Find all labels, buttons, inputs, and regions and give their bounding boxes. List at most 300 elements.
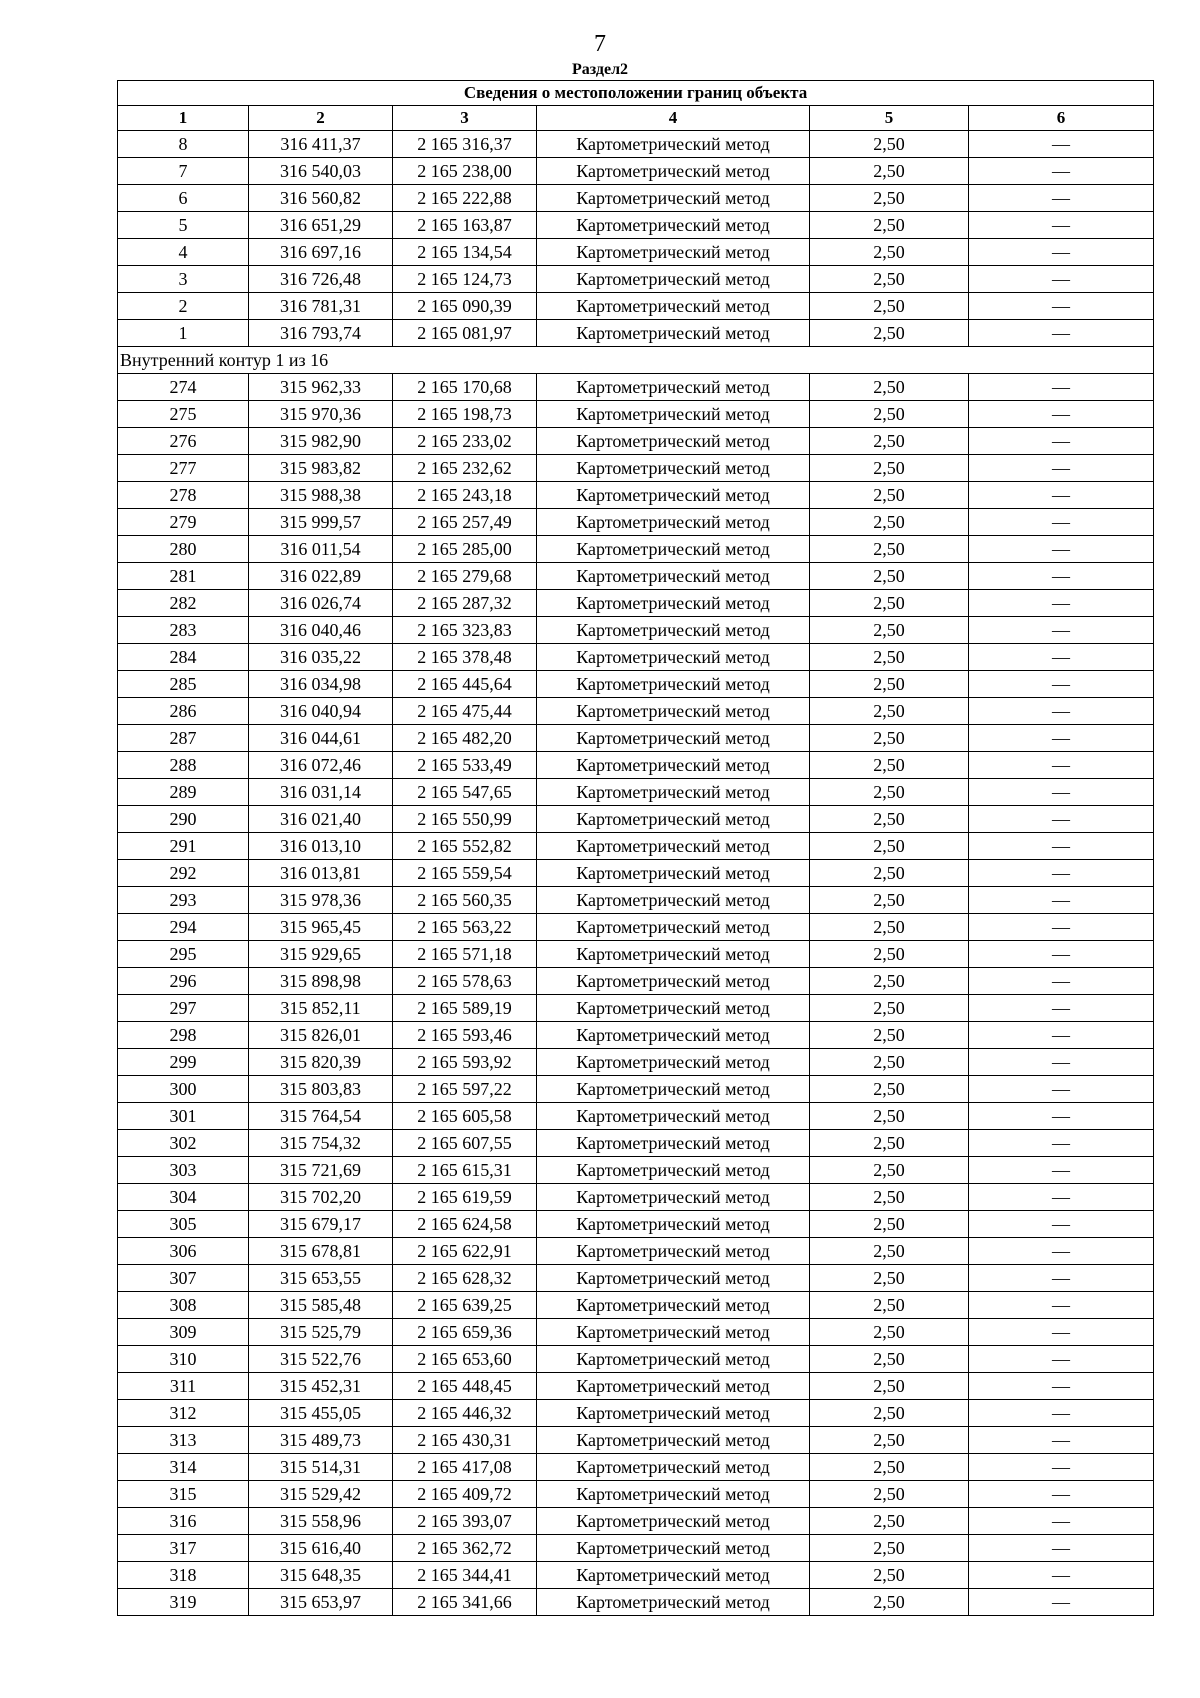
point-number-cell: 298	[118, 1022, 249, 1049]
accuracy-cell: 2,50	[810, 1481, 969, 1508]
method-cell: Картометрический метод	[537, 212, 810, 239]
table-row	[118, 914, 1154, 941]
accuracy-cell: 2,50	[810, 428, 969, 455]
point-number-cell: 279	[118, 509, 249, 536]
description-cell: —	[969, 239, 1154, 266]
coordinate-y-cell: 2 165 593,92	[393, 1049, 537, 1076]
point-number-cell: 281	[118, 563, 249, 590]
accuracy-cell: 2,50	[810, 968, 969, 995]
method-cell: Картометрический метод	[537, 1211, 810, 1238]
table-row	[118, 968, 1154, 995]
accuracy-cell: 2,50	[810, 995, 969, 1022]
method-cell: Картометрический метод	[537, 590, 810, 617]
coordinate-x-cell: 315 585,48	[249, 1292, 393, 1319]
accuracy-cell: 2,50	[810, 1022, 969, 1049]
boundary-table	[117, 80, 1154, 1616]
accuracy-cell: 2,50	[810, 671, 969, 698]
point-number-cell: 292	[118, 860, 249, 887]
point-number-cell: 294	[118, 914, 249, 941]
coordinate-y-cell: 2 165 285,00	[393, 536, 537, 563]
accuracy-cell: 2,50	[810, 887, 969, 914]
point-number-cell: 275	[118, 401, 249, 428]
coordinate-x-cell: 316 040,46	[249, 617, 393, 644]
method-cell: Картометрический метод	[537, 644, 810, 671]
description-cell: —	[969, 806, 1154, 833]
accuracy-cell: 2,50	[810, 914, 969, 941]
coordinate-x-cell: 316 021,40	[249, 806, 393, 833]
point-number-cell: 307	[118, 1265, 249, 1292]
point-number-cell: 301	[118, 1103, 249, 1130]
coordinate-y-cell: 2 165 559,54	[393, 860, 537, 887]
description-cell: —	[969, 374, 1154, 401]
description-cell: —	[969, 1319, 1154, 1346]
method-cell: Картометрический метод	[537, 671, 810, 698]
method-cell: Картометрический метод	[537, 833, 810, 860]
coordinate-x-cell: 315 529,42	[249, 1481, 393, 1508]
accuracy-cell: 2,50	[810, 1346, 969, 1373]
description-cell: —	[969, 1076, 1154, 1103]
description-cell: —	[969, 1130, 1154, 1157]
accuracy-cell: 2,50	[810, 1562, 969, 1589]
column-header: 6	[969, 106, 1154, 131]
point-number-cell: 287	[118, 725, 249, 752]
coordinate-y-cell: 2 165 170,68	[393, 374, 537, 401]
accuracy-cell: 2,50	[810, 185, 969, 212]
coordinate-y-cell: 2 165 409,72	[393, 1481, 537, 1508]
table-row	[118, 1400, 1154, 1427]
table-row	[118, 131, 1154, 158]
coordinate-x-cell: 315 702,20	[249, 1184, 393, 1211]
description-cell: —	[969, 320, 1154, 347]
coordinate-y-cell: 2 165 279,68	[393, 563, 537, 590]
point-number-cell: 302	[118, 1130, 249, 1157]
method-cell: Картометрический метод	[537, 1103, 810, 1130]
point-number-cell: 5	[118, 212, 249, 239]
accuracy-cell: 2,50	[810, 725, 969, 752]
table-row	[118, 293, 1154, 320]
coordinate-x-cell: 316 793,74	[249, 320, 393, 347]
coordinate-x-cell: 316 651,29	[249, 212, 393, 239]
point-number-cell: 308	[118, 1292, 249, 1319]
coordinate-x-cell: 316 726,48	[249, 266, 393, 293]
description-cell: —	[969, 428, 1154, 455]
description-cell: —	[969, 563, 1154, 590]
coordinate-y-cell: 2 165 589,19	[393, 995, 537, 1022]
method-cell: Картометрический метод	[537, 1292, 810, 1319]
coordinate-y-cell: 2 165 550,99	[393, 806, 537, 833]
coordinate-y-cell: 2 165 446,32	[393, 1400, 537, 1427]
table-row	[118, 1103, 1154, 1130]
coordinate-x-cell: 316 044,61	[249, 725, 393, 752]
method-cell: Картометрический метод	[537, 1076, 810, 1103]
point-number-cell: 283	[118, 617, 249, 644]
point-number-cell: 312	[118, 1400, 249, 1427]
description-cell: —	[969, 779, 1154, 806]
accuracy-cell: 2,50	[810, 806, 969, 833]
accuracy-cell: 2,50	[810, 833, 969, 860]
point-number-cell: 290	[118, 806, 249, 833]
coordinate-x-cell: 316 540,03	[249, 158, 393, 185]
coordinate-x-cell: 315 826,01	[249, 1022, 393, 1049]
coordinate-y-cell: 2 165 243,18	[393, 482, 537, 509]
coordinate-y-cell: 2 165 430,31	[393, 1427, 537, 1454]
point-number-cell: 286	[118, 698, 249, 725]
description-cell: —	[969, 401, 1154, 428]
accuracy-cell: 2,50	[810, 509, 969, 536]
method-cell: Картометрический метод	[537, 1049, 810, 1076]
coordinate-x-cell: 316 781,31	[249, 293, 393, 320]
accuracy-cell: 2,50	[810, 1076, 969, 1103]
coordinate-x-cell: 315 452,31	[249, 1373, 393, 1400]
accuracy-cell: 2,50	[810, 482, 969, 509]
method-cell: Картометрический метод	[537, 509, 810, 536]
column-header: 3	[393, 106, 537, 131]
coordinate-y-cell: 2 165 393,07	[393, 1508, 537, 1535]
method-cell: Картометрический метод	[537, 1589, 810, 1616]
method-cell: Картометрический метод	[537, 1130, 810, 1157]
method-cell: Картометрический метод	[537, 563, 810, 590]
coordinate-y-cell: 2 165 378,48	[393, 644, 537, 671]
table-row	[118, 1238, 1154, 1265]
table-row	[118, 1589, 1154, 1616]
accuracy-cell: 2,50	[810, 158, 969, 185]
description-cell: —	[969, 131, 1154, 158]
coordinate-x-cell: 315 514,31	[249, 1454, 393, 1481]
table-row	[118, 1157, 1154, 1184]
description-cell: —	[969, 536, 1154, 563]
description-cell: —	[969, 1373, 1154, 1400]
method-cell: Картометрический метод	[537, 401, 810, 428]
coordinate-x-cell: 315 982,90	[249, 428, 393, 455]
table-row	[118, 509, 1154, 536]
description-cell: —	[969, 293, 1154, 320]
coordinate-x-cell: 315 820,39	[249, 1049, 393, 1076]
accuracy-cell: 2,50	[810, 617, 969, 644]
description-cell: —	[969, 455, 1154, 482]
point-number-cell: 305	[118, 1211, 249, 1238]
coordinate-y-cell: 2 165 578,63	[393, 968, 537, 995]
coordinate-x-cell: 316 022,89	[249, 563, 393, 590]
method-cell: Картометрический метод	[537, 1373, 810, 1400]
coordinate-x-cell: 315 764,54	[249, 1103, 393, 1130]
coordinate-y-cell: 2 165 628,32	[393, 1265, 537, 1292]
accuracy-cell: 2,50	[810, 293, 969, 320]
accuracy-cell: 2,50	[810, 1400, 969, 1427]
method-cell: Картометрический метод	[537, 1265, 810, 1292]
method-cell: Картометрический метод	[537, 1481, 810, 1508]
accuracy-cell: 2,50	[810, 1184, 969, 1211]
coordinate-x-cell: 316 560,82	[249, 185, 393, 212]
coordinate-x-cell: 315 983,82	[249, 455, 393, 482]
point-number-cell: 277	[118, 455, 249, 482]
method-cell: Картометрический метод	[537, 1427, 810, 1454]
method-cell: Картометрический метод	[537, 617, 810, 644]
method-cell: Картометрический метод	[537, 239, 810, 266]
coordinate-x-cell: 315 898,98	[249, 968, 393, 995]
accuracy-cell: 2,50	[810, 698, 969, 725]
point-number-cell: 282	[118, 590, 249, 617]
coordinate-y-cell: 2 165 233,02	[393, 428, 537, 455]
coordinate-x-cell: 316 411,37	[249, 131, 393, 158]
description-cell: —	[969, 941, 1154, 968]
coordinate-y-cell: 2 165 605,58	[393, 1103, 537, 1130]
method-cell: Картометрический метод	[537, 1562, 810, 1589]
accuracy-cell: 2,50	[810, 131, 969, 158]
point-number-cell: 276	[118, 428, 249, 455]
method-cell: Картометрический метод	[537, 698, 810, 725]
coordinate-y-cell: 2 165 615,31	[393, 1157, 537, 1184]
point-number-cell: 4	[118, 239, 249, 266]
point-number-cell: 274	[118, 374, 249, 401]
description-cell: —	[969, 1238, 1154, 1265]
description-cell: —	[969, 1211, 1154, 1238]
accuracy-cell: 2,50	[810, 1292, 969, 1319]
method-cell: Картометрический метод	[537, 995, 810, 1022]
coordinate-x-cell: 315 721,69	[249, 1157, 393, 1184]
description-cell: —	[969, 1508, 1154, 1535]
table-row	[118, 860, 1154, 887]
point-number-cell: 299	[118, 1049, 249, 1076]
description-cell: —	[969, 212, 1154, 239]
description-cell: —	[969, 1265, 1154, 1292]
coordinate-y-cell: 2 165 547,65	[393, 779, 537, 806]
table-row	[118, 941, 1154, 968]
point-number-cell: 297	[118, 995, 249, 1022]
description-cell: —	[969, 1157, 1154, 1184]
point-number-cell: 3	[118, 266, 249, 293]
coordinate-y-cell: 2 165 341,66	[393, 1589, 537, 1616]
table-header-row	[118, 106, 1154, 131]
coordinate-x-cell: 315 678,81	[249, 1238, 393, 1265]
table-row	[118, 1049, 1154, 1076]
coordinate-x-cell: 315 970,36	[249, 401, 393, 428]
coordinate-y-cell: 2 165 198,73	[393, 401, 537, 428]
coordinate-x-cell: 316 011,54	[249, 536, 393, 563]
point-number-cell: 6	[118, 185, 249, 212]
table-row	[118, 617, 1154, 644]
coordinate-y-cell: 2 165 124,73	[393, 266, 537, 293]
accuracy-cell: 2,50	[810, 1589, 969, 1616]
accuracy-cell: 2,50	[810, 1211, 969, 1238]
table-row	[118, 1454, 1154, 1481]
point-number-cell: 296	[118, 968, 249, 995]
coordinate-y-cell: 2 165 639,25	[393, 1292, 537, 1319]
point-number-cell: 319	[118, 1589, 249, 1616]
table-row	[118, 428, 1154, 455]
page-number: 7	[594, 31, 606, 57]
description-cell: —	[969, 509, 1154, 536]
point-number-cell: 285	[118, 671, 249, 698]
method-cell: Картометрический метод	[537, 1184, 810, 1211]
table-row	[118, 1535, 1154, 1562]
coordinate-y-cell: 2 165 563,22	[393, 914, 537, 941]
accuracy-cell: 2,50	[810, 1373, 969, 1400]
point-number-cell: 311	[118, 1373, 249, 1400]
table-row	[118, 1373, 1154, 1400]
accuracy-cell: 2,50	[810, 536, 969, 563]
point-number-cell: 303	[118, 1157, 249, 1184]
description-cell: —	[969, 725, 1154, 752]
group-row	[118, 347, 1154, 374]
table-row	[118, 779, 1154, 806]
description-cell: —	[969, 860, 1154, 887]
point-number-cell: 289	[118, 779, 249, 806]
table-row	[118, 1508, 1154, 1535]
coordinate-y-cell: 2 165 323,83	[393, 617, 537, 644]
description-cell: —	[969, 1400, 1154, 1427]
description-cell: —	[969, 158, 1154, 185]
point-number-cell: 8	[118, 131, 249, 158]
accuracy-cell: 2,50	[810, 1049, 969, 1076]
point-number-cell: 278	[118, 482, 249, 509]
table-row	[118, 536, 1154, 563]
description-cell: —	[969, 968, 1154, 995]
table-row	[118, 563, 1154, 590]
coordinate-y-cell: 2 165 238,00	[393, 158, 537, 185]
accuracy-cell: 2,50	[810, 1238, 969, 1265]
method-cell: Картометрический метод	[537, 806, 810, 833]
method-cell: Картометрический метод	[537, 455, 810, 482]
point-number-cell: 293	[118, 887, 249, 914]
coordinate-x-cell: 316 013,10	[249, 833, 393, 860]
point-number-cell: 284	[118, 644, 249, 671]
coordinate-x-cell: 316 034,98	[249, 671, 393, 698]
description-cell: —	[969, 1481, 1154, 1508]
coordinate-y-cell: 2 165 448,45	[393, 1373, 537, 1400]
description-cell: —	[969, 185, 1154, 212]
method-cell: Картометрический метод	[537, 1157, 810, 1184]
coordinate-y-cell: 2 165 344,41	[393, 1562, 537, 1589]
accuracy-cell: 2,50	[810, 1535, 969, 1562]
point-number-cell: 310	[118, 1346, 249, 1373]
coordinate-y-cell: 2 165 624,58	[393, 1211, 537, 1238]
table-row	[118, 671, 1154, 698]
description-cell: —	[969, 644, 1154, 671]
accuracy-cell: 2,50	[810, 239, 969, 266]
coordinate-x-cell: 316 026,74	[249, 590, 393, 617]
accuracy-cell: 2,50	[810, 1427, 969, 1454]
method-cell: Картометрический метод	[537, 1454, 810, 1481]
table-row	[118, 401, 1154, 428]
coordinate-y-cell: 2 165 287,32	[393, 590, 537, 617]
method-cell: Картометрический метод	[537, 293, 810, 320]
table-row	[118, 698, 1154, 725]
coordinate-y-cell: 2 165 597,22	[393, 1076, 537, 1103]
description-cell: —	[969, 590, 1154, 617]
table-row	[118, 239, 1154, 266]
coordinate-x-cell: 315 522,76	[249, 1346, 393, 1373]
description-cell: —	[969, 1346, 1154, 1373]
coordinate-x-cell: 315 978,36	[249, 887, 393, 914]
table-row	[118, 212, 1154, 239]
table-row	[118, 1319, 1154, 1346]
table-row	[118, 1076, 1154, 1103]
table-row	[118, 455, 1154, 482]
table-row	[118, 482, 1154, 509]
table-row	[118, 833, 1154, 860]
table-row	[118, 374, 1154, 401]
description-cell: —	[969, 482, 1154, 509]
table-row	[118, 725, 1154, 752]
point-number-cell: 316	[118, 1508, 249, 1535]
method-cell: Картометрический метод	[537, 428, 810, 455]
coordinate-x-cell: 315 455,05	[249, 1400, 393, 1427]
coordinate-x-cell: 316 031,14	[249, 779, 393, 806]
coordinate-y-cell: 2 165 090,39	[393, 293, 537, 320]
coordinate-x-cell: 315 803,83	[249, 1076, 393, 1103]
table-row	[118, 806, 1154, 833]
coordinate-x-cell: 315 679,17	[249, 1211, 393, 1238]
coordinate-y-cell: 2 165 659,36	[393, 1319, 537, 1346]
point-number-cell: 314	[118, 1454, 249, 1481]
coordinate-y-cell: 2 165 622,91	[393, 1238, 537, 1265]
point-number-cell: 2	[118, 293, 249, 320]
method-cell: Картометрический метод	[537, 482, 810, 509]
table-row	[118, 266, 1154, 293]
description-cell: —	[969, 1184, 1154, 1211]
coordinate-x-cell: 315 489,73	[249, 1427, 393, 1454]
coordinate-y-cell: 2 165 607,55	[393, 1130, 537, 1157]
description-cell: —	[969, 914, 1154, 941]
method-cell: Картометрический метод	[537, 725, 810, 752]
point-number-cell: 317	[118, 1535, 249, 1562]
table-row	[118, 1292, 1154, 1319]
coordinate-y-cell: 2 165 081,97	[393, 320, 537, 347]
coordinate-x-cell: 315 965,45	[249, 914, 393, 941]
coordinate-y-cell: 2 165 417,08	[393, 1454, 537, 1481]
table-row	[118, 590, 1154, 617]
accuracy-cell: 2,50	[810, 590, 969, 617]
coordinate-x-cell: 316 013,81	[249, 860, 393, 887]
coordinate-y-cell: 2 165 163,87	[393, 212, 537, 239]
method-cell: Картометрический метод	[537, 1238, 810, 1265]
description-cell: —	[969, 1535, 1154, 1562]
table-row	[118, 752, 1154, 779]
accuracy-cell: 2,50	[810, 752, 969, 779]
coordinate-x-cell: 315 988,38	[249, 482, 393, 509]
table-caption-row	[118, 81, 1154, 106]
coordinate-x-cell: 315 929,65	[249, 941, 393, 968]
coordinate-y-cell: 2 165 560,35	[393, 887, 537, 914]
method-cell: Картометрический метод	[537, 1319, 810, 1346]
table-row	[118, 185, 1154, 212]
point-number-cell: 7	[118, 158, 249, 185]
table-row	[118, 320, 1154, 347]
point-number-cell: 315	[118, 1481, 249, 1508]
coordinate-x-cell: 315 962,33	[249, 374, 393, 401]
table-caption: Сведения о местоположении границ объекта	[118, 81, 1154, 106]
accuracy-cell: 2,50	[810, 1157, 969, 1184]
table-row	[118, 1022, 1154, 1049]
table-row	[118, 158, 1154, 185]
coordinate-y-cell: 2 165 316,37	[393, 131, 537, 158]
method-cell: Картометрический метод	[537, 1346, 810, 1373]
accuracy-cell: 2,50	[810, 1130, 969, 1157]
accuracy-cell: 2,50	[810, 1508, 969, 1535]
description-cell: —	[969, 1589, 1154, 1616]
table-row	[118, 1427, 1154, 1454]
coordinate-x-cell: 315 653,97	[249, 1589, 393, 1616]
coordinate-x-cell: 315 999,57	[249, 509, 393, 536]
accuracy-cell: 2,50	[810, 779, 969, 806]
accuracy-cell: 2,50	[810, 644, 969, 671]
coordinate-y-cell: 2 165 445,64	[393, 671, 537, 698]
point-number-cell: 309	[118, 1319, 249, 1346]
method-cell: Картометрический метод	[537, 941, 810, 968]
description-cell: —	[969, 1454, 1154, 1481]
accuracy-cell: 2,50	[810, 455, 969, 482]
column-header: 4	[537, 106, 810, 131]
